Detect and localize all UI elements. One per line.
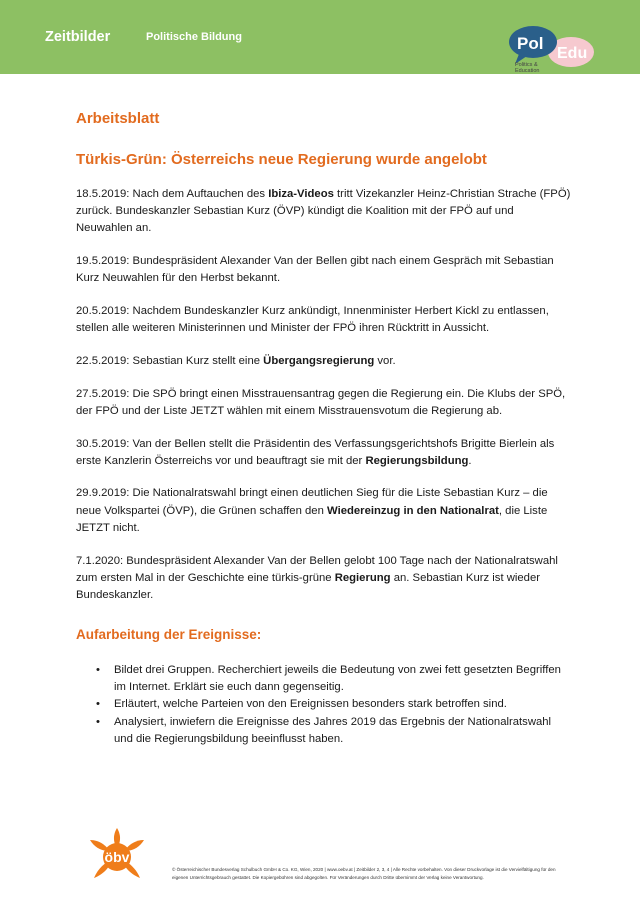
logo-line2: Education	[515, 68, 540, 74]
bullet-icon: •	[96, 698, 100, 711]
timeline-entry	[76, 186, 572, 238]
bold-term: Wiedereinzug in den Nationalrat	[327, 504, 499, 517]
text-segment: 19.5.2019: Bundespräsident Alexander Van der Bellen gibt nach einem Gespräch mit Sebastian Kurz Neuwahlen für den Herbst bekannt.	[76, 255, 554, 285]
task-item	[96, 714, 566, 748]
text-segment: vor.	[374, 354, 396, 367]
timeline-entry	[76, 553, 572, 605]
text-segment: 29.9.2019: Die Nationalratswahl bringt einen deutlichen Sieg für die Liste Sebastian Kurz – die neue Volkspartei (ÖVP), die Grünen schaffen den	[76, 487, 548, 517]
text-segment: 27.5.2019: Die SPÖ bringt einen Misstrauensantrag gegen die Regierung ein. Die Klubs der SPÖ, der FPÖ und der Liste JETZT wählen mit einem Misstrauensvotum die Regierung ab.	[76, 387, 566, 417]
text-segment: 7.1.2020: Bundespräsident Alexander Van der Bellen gelobt 100 Tage nach der Nationalratswahl zum ersten Mal in der Geschichte eine türkis-grüne	[76, 554, 558, 584]
bold-term: Regierung	[334, 571, 391, 584]
footer-copyright: © Österreichischer Bundesverlag Schulbuch GmbH & Co. KG, Wien, 2020 | www.oebv.at | Zeitbilder 2, 3, 4 | Alle Rechte vorbehalten. Von dieser Druckvorlage ist die Vervielfältigung für den eigenen Unterrichtsgebrauch gestattet. Die Kopiergebühren sind abgegolten. Für Veränderungen durch Dritte übernimmt der Verlag keine Verantwortung.	[172, 867, 556, 881]
timeline-entry	[76, 386, 572, 420]
text-segment: tritt Vizekanzler Heinz-Christian Strache (FPÖ) zurück. Bundeskanzler Sebastian Kurz (ÖVP) kündigt die Koalition mit der FPÖ auf und Neuwahlen an.	[76, 188, 571, 235]
oebv-logo-text: öbv	[104, 849, 130, 865]
task-item	[96, 696, 566, 713]
page-title: Türkis-Grün: Österreichs neue Regierung wurde angelobt	[76, 151, 487, 168]
task-text: Bildet drei Gruppen. Recherchiert jeweils die Bedeutung von zwei fett gesetzten Begriffen im Internet. Erklärt sie euch dann gegenseitig.	[114, 664, 561, 694]
worksheet-label: Arbeitsblatt	[76, 110, 160, 127]
timeline-entry	[76, 353, 572, 370]
timeline-entry	[76, 303, 572, 337]
text-segment: , die Liste JETZT nicht.	[76, 504, 548, 534]
header-bar	[0, 0, 640, 74]
bullet-icon: •	[96, 664, 100, 676]
timeline-entry	[76, 485, 572, 537]
text-segment: an. Sebastian Kurz ist wieder Bundeskanzler.	[76, 571, 541, 601]
text-segment: .	[468, 454, 472, 467]
timeline-content	[76, 186, 572, 620]
section-title: Aufarbeitung der Ereignisse:	[76, 627, 262, 642]
bullet-icon: •	[96, 715, 100, 728]
logo-line1: Politics &	[515, 62, 538, 68]
logo-edu-text: Edu	[557, 45, 588, 62]
oebv-logo	[86, 826, 148, 882]
logo-pol-text: Pol	[517, 34, 544, 53]
task-text: Analysiert, inwiefern die Ereignisse des Jahres 2019 das Ergebnis der Nationalratswahl und die Regierungsbildung beeinflusst haben.	[114, 715, 552, 745]
text-segment: 20.5.2019: Nachdem Bundeskanzler Kurz ankündigt, Innenminister Herbert Kickl zu entlassen, stellen alle weiteren Ministerinnen und Minister der FPÖ ihren Rücktritt in Aussicht.	[76, 305, 549, 335]
poledu-logo	[505, 24, 595, 74]
text-segment: 22.5.2019: Sebastian Kurz stellt eine	[76, 354, 264, 367]
bold-term: Regierungsbildung	[365, 454, 469, 467]
timeline-entry	[76, 436, 572, 470]
task-list	[96, 662, 566, 748]
timeline-entry	[76, 253, 572, 287]
task-item	[96, 662, 566, 696]
bold-term: Übergangsregierung	[263, 354, 375, 367]
brand-subtitle: Politische Bildung	[146, 31, 242, 43]
text-segment: 30.5.2019: Van der Bellen stellt die Präsidentin des Verfassungsgerichtshofs Brigitte Bierlein als erste Kanzlerin Österreichs vor und beauftragt sie mit der	[76, 437, 555, 467]
bold-term: Ibiza-Videos	[268, 188, 334, 200]
text-segment: 18.5.2019: Nach dem Auftauchen des	[76, 188, 269, 200]
task-text: Erläutert, welche Parteien von den Ereignissen besonders stark betroffen sind.	[114, 698, 507, 711]
brand-title: Zeitbilder	[45, 29, 111, 45]
